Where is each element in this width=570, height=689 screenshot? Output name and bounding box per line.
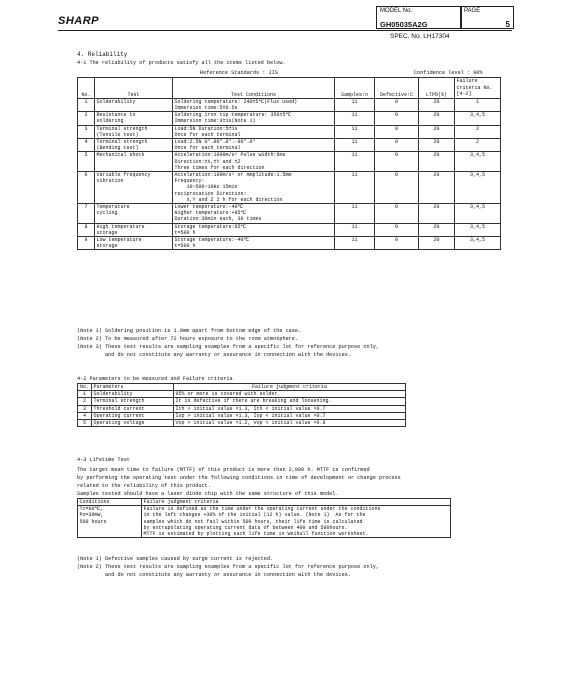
col-defective: Defective:C	[375, 78, 419, 99]
row-number: 6	[78, 172, 95, 204]
section43-title: 4-3 Lifetime Test	[77, 457, 130, 463]
test-name-line: Mechanical shock	[96, 152, 145, 159]
failure-criteria-row	[78, 391, 406, 398]
defective-value: 0	[375, 204, 419, 224]
failure-criteria-ref: 1	[455, 98, 501, 111]
lifetime-test-table	[77, 498, 451, 538]
condition-line: Load:2.5N 0°→90°→0°→-90°→0°	[174, 139, 256, 145]
fc-col-criteria: Failure judgment criteria	[174, 384, 406, 391]
test-name-cell	[95, 125, 173, 138]
reliability-row	[78, 112, 501, 125]
test-name-cell	[95, 223, 173, 236]
condition-line: Acceleration:100m/s² or Amplitude:1.5mm	[174, 172, 292, 179]
condition-line: t=500 h	[174, 229, 196, 236]
test-conditions-cell	[173, 152, 335, 172]
test-name-line: (Bending test)	[96, 145, 139, 152]
header-rule	[58, 30, 512, 31]
failure-criteria-ref: 3,4,5	[455, 172, 501, 204]
test-name-cell	[95, 139, 173, 152]
defective-value: 0	[375, 139, 419, 152]
criteria-line: in the left changes +30% of the initial (12 h) value. (Note 1) As for the	[143, 512, 366, 519]
failure-criteria-header-row	[78, 384, 406, 391]
failure-criteria-row	[78, 420, 406, 427]
parameter-number: 1	[78, 391, 92, 398]
test-name-line: storage	[96, 243, 118, 250]
sharp-logo: SHARP	[58, 15, 100, 27]
paragraph-line: The target mean time to failure (MTTF) of this product is more than 2,000 h. MTTF is confirmed	[77, 467, 370, 473]
samples-value: 11	[335, 204, 375, 224]
condition-line: Storage temperature:-40℃	[174, 237, 250, 244]
reliability-row	[78, 204, 501, 224]
col-no: No.	[78, 78, 95, 99]
condition-line: Po=30mW,	[79, 512, 104, 519]
test-conditions-cell	[173, 98, 335, 111]
failure-criteria-ref: 2	[455, 125, 501, 138]
condition-line: Duration:30min each, 30 times	[174, 216, 262, 223]
test-name-line: Terminal strength	[96, 139, 148, 145]
col-ltpd: LTPD(%)	[419, 78, 455, 99]
reliability-header-row	[78, 78, 501, 99]
condition-line: Immersion time:5±0.5s	[174, 104, 238, 111]
condition-line: 10~500~10Hz 15min	[174, 184, 238, 191]
col-conditions: Test Conditions	[173, 78, 335, 99]
reference-standards: Reference Standards : JIS	[200, 70, 278, 76]
condition-line: Once for each terminal	[174, 131, 241, 138]
samples-value: 11	[335, 139, 375, 152]
criteria-line: by extrapolating operating current data of between 400 and 500hours.	[143, 524, 348, 531]
parameter-name: Operating current	[92, 412, 174, 419]
test-name-cell	[95, 204, 173, 224]
lt-col-criteria: Failure judgment criteria	[142, 499, 451, 506]
test-conditions-cell	[173, 112, 335, 125]
samples-value: 11	[335, 152, 375, 172]
test-name-line: Variable frequency	[96, 172, 151, 179]
condition-line: Storage temperature:85℃	[174, 223, 247, 230]
condition-line: Soldering iron tip temperature: 350±5℃	[174, 112, 292, 119]
failure-criteria-ref: 3,4,5	[455, 204, 501, 224]
test-conditions-cell	[173, 204, 335, 224]
row-number: 4	[78, 139, 95, 152]
failure-criteria-ref: 3,4,5	[455, 112, 501, 125]
note-line: (Note 2) These test results are sampling examples from a specific lot for reference purpose only,	[77, 564, 379, 570]
parameter-name: Solderability	[92, 391, 174, 398]
reliability-row	[78, 223, 501, 236]
parameter-name: Terminal strength	[92, 398, 174, 405]
ltpd-value: 20	[419, 139, 455, 152]
lifetime-criteria-cell	[142, 506, 451, 538]
condition-line: X,Y and Z 2 h for each direction	[174, 196, 283, 203]
failure-criteria-row	[78, 405, 406, 412]
defective-value: 0	[375, 172, 419, 204]
model-value: GH05035A2G	[380, 20, 428, 29]
note-line: (Note 1) Soldering position is 1.0mm apart from bottom edge of the case.	[77, 328, 302, 334]
test-conditions-cell	[173, 125, 335, 138]
parameter-number: 2	[78, 398, 92, 405]
section43-notes	[77, 555, 379, 579]
condition-line: Higher temperature:+85℃	[174, 210, 247, 217]
test-name-line: Temperature	[96, 204, 130, 211]
judgment-criteria: Ith > initial value ×1.3, Ith < initial value ×0.7	[174, 405, 406, 412]
failure-criteria-row	[78, 398, 406, 405]
section43-text	[77, 466, 401, 498]
samples-value: 11	[335, 223, 375, 236]
test-name-line: vibration	[96, 178, 124, 185]
defective-value: 0	[375, 237, 419, 250]
judgment-criteria: Vop > initial value ×1.2, Vop < initial value ×0.8	[174, 420, 406, 427]
spec-number: SPEC. No. LH17304	[390, 33, 450, 40]
col-test: Test	[95, 78, 173, 99]
condition-line: Lower temperature:-40℃	[174, 204, 244, 211]
test-conditions-cell	[173, 223, 335, 236]
failure-criteria-row	[78, 412, 406, 419]
lifetime-header-row	[78, 499, 451, 506]
model-label: MODEL No.	[380, 8, 413, 14]
ltpd-value: 20	[419, 152, 455, 172]
test-conditions-cell	[173, 172, 335, 204]
samples-value: 11	[335, 125, 375, 138]
test-name-cell	[95, 152, 173, 172]
condition-line: Soldering temperature: 240±5℃(Flux used)	[174, 98, 298, 105]
reliability-row	[78, 152, 501, 172]
reliability-row	[78, 172, 501, 204]
note-line: (Note 3) These test results are sampling examples from a specific lot for reference purpose only,	[77, 344, 379, 350]
row-number: 3	[78, 125, 95, 138]
condition-line: Immersion time:3±1s(Note 1)	[174, 118, 256, 125]
test-conditions-cell	[173, 139, 335, 152]
failure-criteria-table	[77, 383, 406, 427]
section42-title: 4-2 Parameters to be measured and Failure criteria	[77, 376, 233, 382]
ltpd-value: 20	[419, 204, 455, 224]
page-number-box	[460, 6, 514, 29]
parameter-number: 5	[78, 420, 92, 427]
page-value: 5	[505, 20, 510, 29]
samples-value: 11	[335, 172, 375, 204]
note-line: (Note 1) Defective samples caused by surge current is rejected.	[77, 556, 274, 562]
ltpd-value: 20	[419, 125, 455, 138]
test-name-line: soldering	[96, 118, 124, 125]
row-number: 1	[78, 98, 95, 111]
fc-col-parameters: Parameters	[92, 384, 174, 391]
failure-criteria-ref: 3,4,5	[455, 152, 501, 172]
condition-line: Load:5N Duration:5±1s	[174, 125, 238, 132]
row-number: 5	[78, 152, 95, 172]
judgment-criteria: 95% or more is covered with solder.	[174, 391, 406, 398]
condition-line: Acceleration:1000m/s² Pulse width:6ms	[174, 152, 286, 159]
paragraph-line: Samples tested should have a laser diode chip with the same structure of this model.	[77, 491, 339, 497]
samples-value: 11	[335, 112, 375, 125]
reliability-table	[77, 77, 501, 250]
condition-line: t=500 h	[174, 243, 196, 250]
ltpd-value: 20	[419, 172, 455, 204]
samples-value: 11	[335, 237, 375, 250]
test-conditions-cell	[173, 237, 335, 250]
condition-line: Direction:±X,±Y and ±Z	[174, 158, 241, 165]
col-samples: Samples:n	[335, 78, 375, 99]
section4-notes	[77, 327, 379, 359]
failure-criteria-ref: 3,4,5	[455, 223, 501, 236]
parameter-name: Operating voltage	[92, 420, 174, 427]
condition-line: Tc=60℃,	[79, 506, 104, 513]
test-name-cell	[95, 237, 173, 250]
defective-value: 0	[375, 98, 419, 111]
reliability-row	[78, 98, 501, 111]
parameter-name: Threshold current	[92, 405, 174, 412]
test-name-line: Resistance to	[96, 112, 136, 119]
test-name-line: Terminal strength	[96, 125, 148, 132]
page-label: PAGE	[464, 8, 481, 14]
samples-value: 11	[335, 98, 375, 111]
condition-line: Frequency:	[174, 178, 205, 185]
lt-col-conditions: Conditions	[78, 499, 142, 506]
ltpd-value: 20	[419, 237, 455, 250]
section-title: 4. Reliability	[77, 51, 128, 58]
failure-criteria-ref: 2	[455, 139, 501, 152]
reliability-row	[78, 125, 501, 138]
reliability-row	[78, 237, 501, 250]
criteria-line: samples which do not fail within 500 hours, their life time is calculated	[143, 518, 363, 525]
lifetime-conditions-cell	[78, 506, 142, 538]
judgment-criteria: Iop > initial value ×1.3, Iop < initial value ×0.7	[174, 412, 406, 419]
reliability-row	[78, 139, 501, 152]
test-name-cell	[95, 112, 173, 125]
confidence-level: Confidence level : 90%	[414, 70, 483, 76]
paragraph-line: related to the reliability of this product.	[77, 483, 211, 489]
parameter-number: 4	[78, 412, 92, 419]
row-number: 9	[78, 237, 95, 250]
defective-value: 0	[375, 223, 419, 236]
test-name-cell	[95, 172, 173, 204]
paragraph-line: by performing the operating test under the following conditions in time of development or change process	[77, 475, 401, 481]
row-number: 7	[78, 204, 95, 224]
defective-value: 0	[375, 125, 419, 138]
ltpd-value: 20	[419, 112, 455, 125]
criteria-line: MTTF is estimated by plotting each life time in Weibull function worksheet.	[143, 531, 369, 538]
defective-value: 0	[375, 112, 419, 125]
test-name-cell	[95, 98, 173, 111]
test-name-line: storage	[96, 229, 118, 236]
condition-line: reciprocation Direction:	[174, 190, 247, 197]
note-line: and do not constitute any warranty or assurance in connection with the devices.	[77, 352, 351, 358]
test-name-line: (Tensile test)	[96, 131, 139, 138]
col-failure-criteria: Failure criteria No. [4-2]	[455, 78, 501, 99]
ltpd-value: 20	[419, 98, 455, 111]
ltpd-value: 20	[419, 223, 455, 236]
row-number: 2	[78, 112, 95, 125]
test-name-line: Solderability	[96, 98, 136, 105]
condition-line: Three times for each direction	[174, 164, 265, 171]
condition-line: 500 hours	[79, 518, 107, 525]
judgment-criteria: It is defective if there are breaking and loosening.	[174, 398, 406, 405]
failure-criteria-ref: 3,4,5	[455, 237, 501, 250]
row-number: 8	[78, 223, 95, 236]
parameter-number: 3	[78, 405, 92, 412]
note-line: and do not constitute any warranty or assurance in connection with the devices.	[77, 572, 351, 578]
note-line: (Note 2) To be measured after 72 hours exposure to the room atmosphere.	[77, 336, 299, 342]
model-number-box	[376, 6, 462, 29]
section-intro: 4-1 The reliability of products satisfy all the items listed below.	[77, 60, 286, 66]
condition-line: Once for each terminal	[174, 145, 241, 152]
test-name-line: High temperature	[96, 223, 145, 230]
lifetime-row	[78, 506, 451, 538]
criteria-line: Failure is defined as the time under the operating current under the conditions	[143, 506, 381, 513]
defective-value: 0	[375, 152, 419, 172]
test-name-line: Low temperature	[96, 237, 142, 244]
test-name-line: cycling	[96, 210, 118, 217]
fc-col-no: No.	[78, 384, 92, 391]
